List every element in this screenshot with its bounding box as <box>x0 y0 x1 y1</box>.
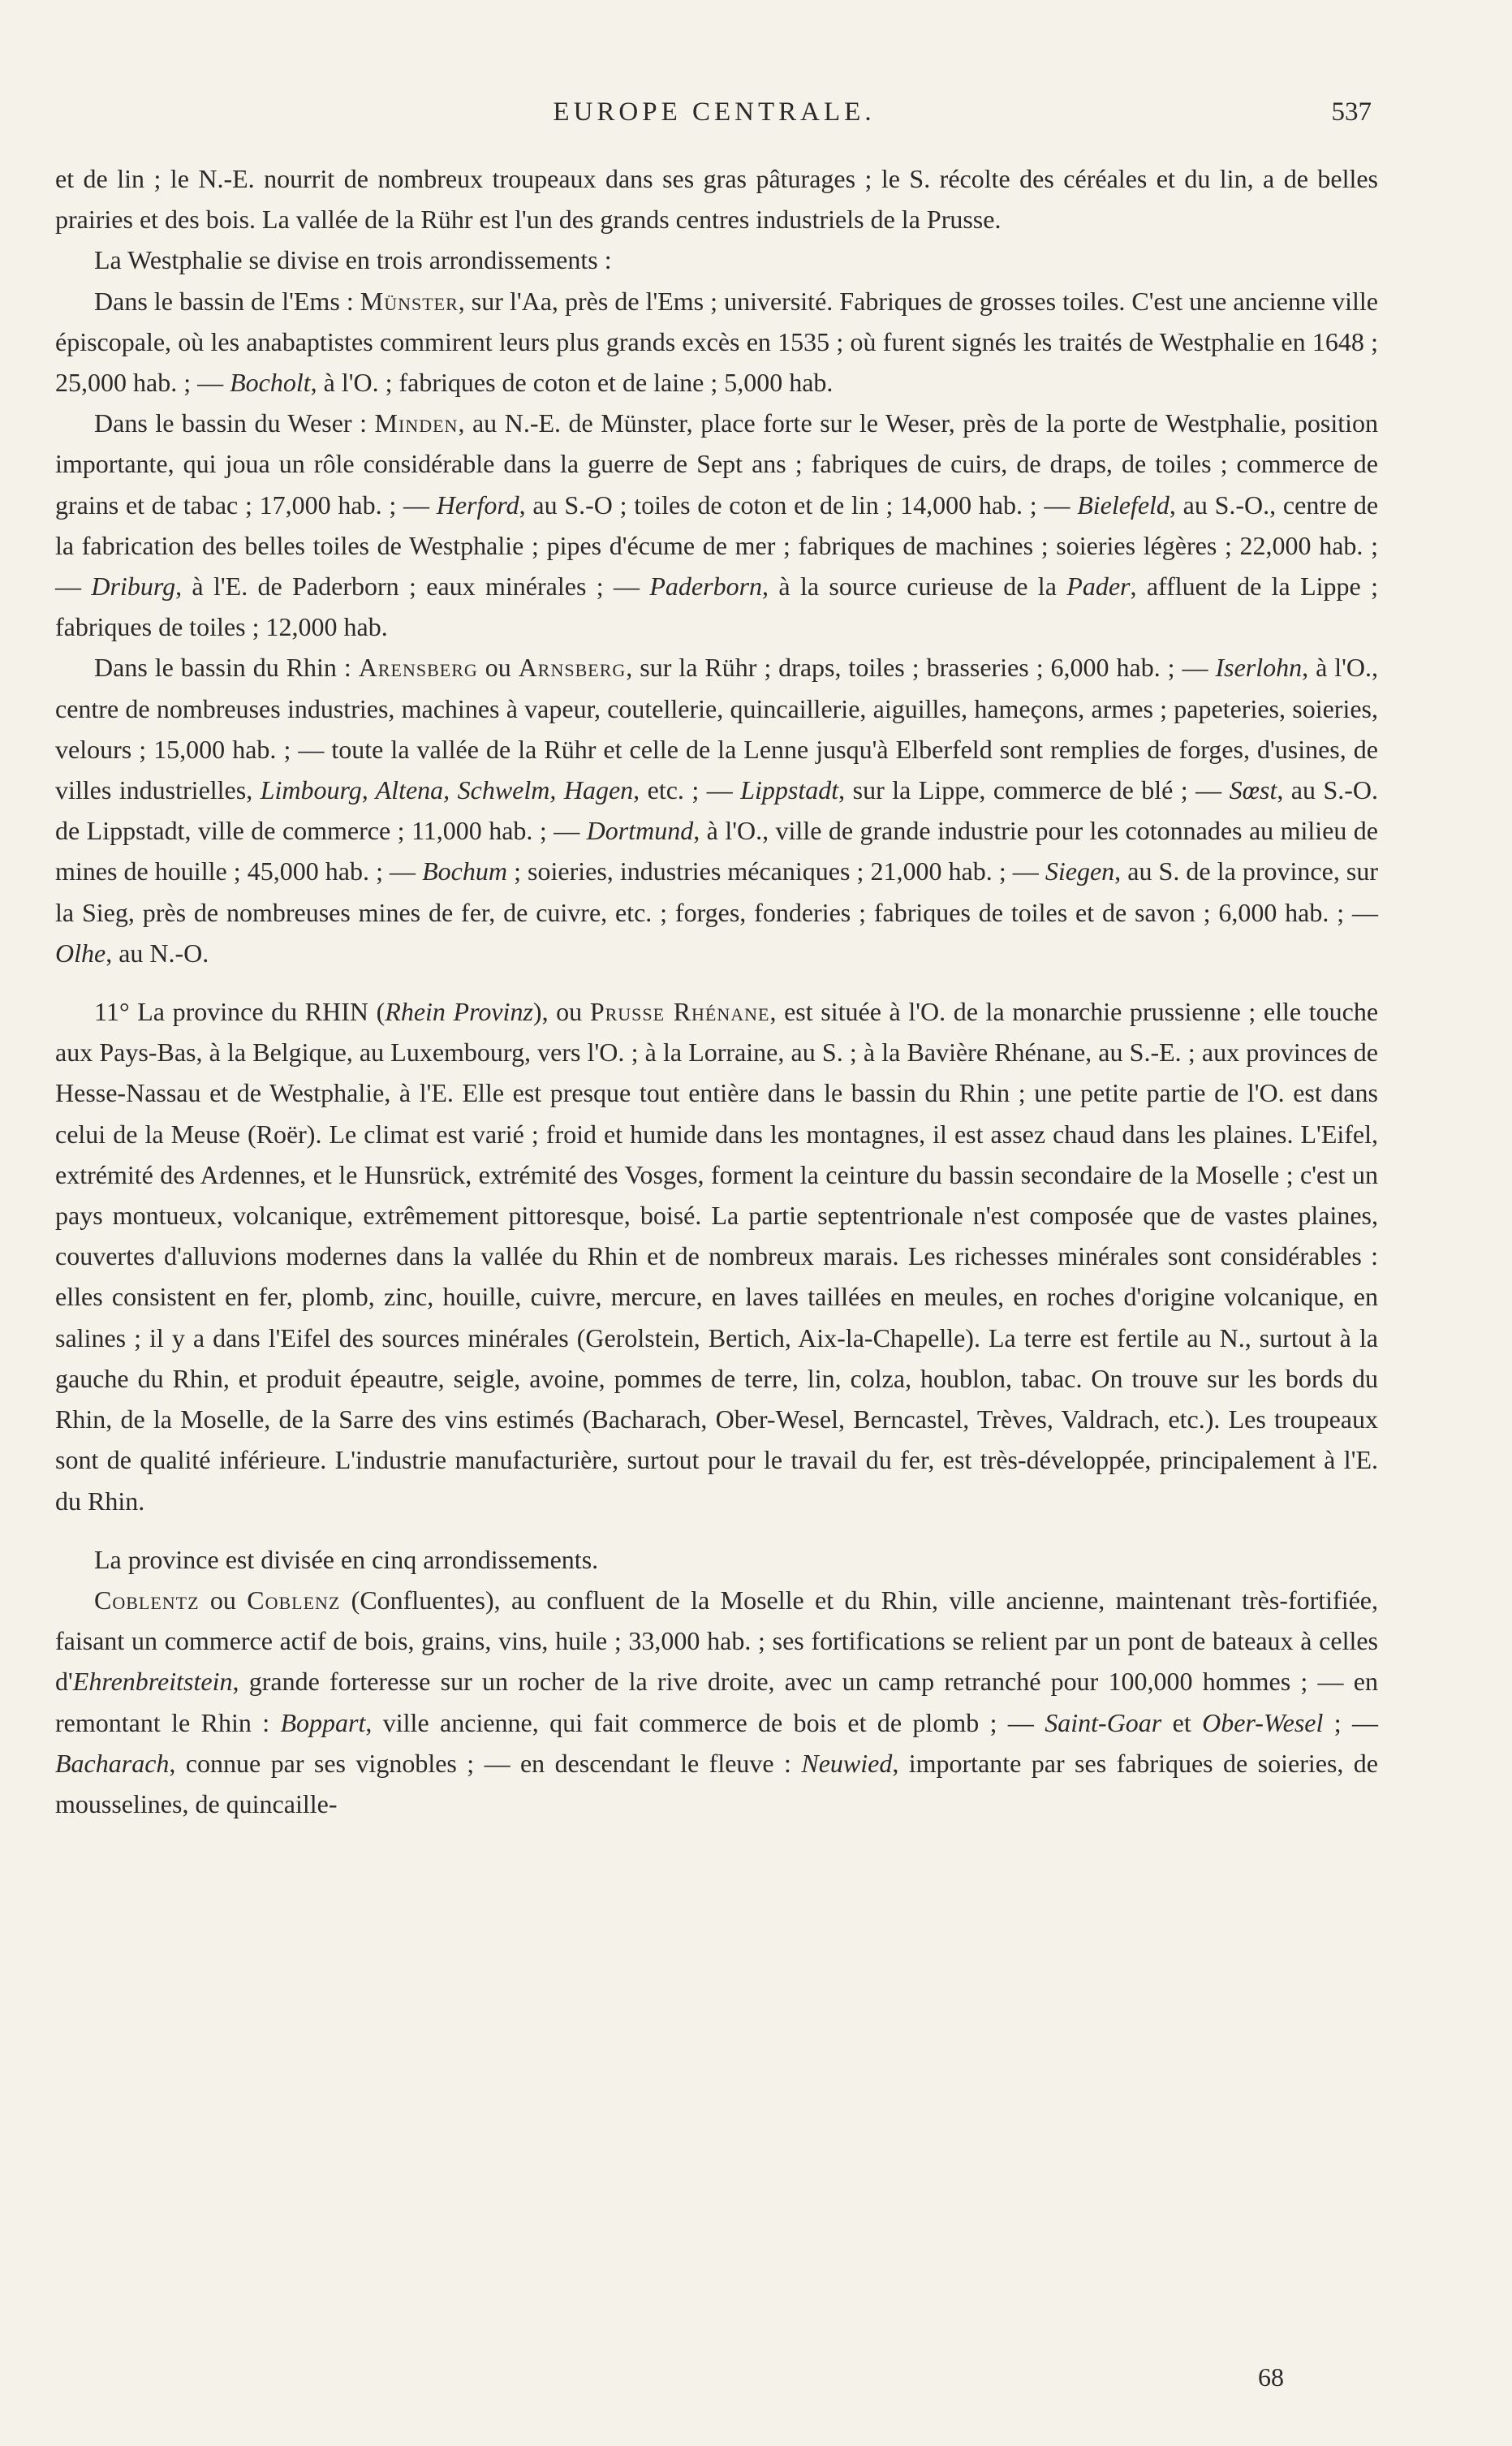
place-name-italic: Iserlohn <box>1215 653 1303 683</box>
place-name-italic: Olhe <box>55 938 106 968</box>
paragraph-weser: Dans le bassin du Weser : Minden, au N.-E. de Münster, place forte sur le Weser, près de la porte de Westphalie, position importante, qui joua un rôle considérable dans la guerre de Sept ans ; fabriques de cuirs, de draps, de toiles ; commerce de grains et de tabac ; 17,000 hab. ; — Herford, au S.-O ; toiles de coton et de lin ; 14,000 hab. ; — Bielefeld, au S.-O., centre de la fabrication des belles toiles de Westphalie ; pipes d'écume de mer ; fabriques de machines ; soieries légères ; 22,000 hab. ; — Driburg, à l'E. de Paderborn ; eaux minérales ; — Paderborn, à la source curieuse de la Pader, affluent de la Lippe ; fabriques de toiles ; 12,000 hab. <box>55 408 1379 642</box>
place-name-italic: Boppart <box>280 1707 366 1737</box>
place-name-italic: Sœst <box>1229 775 1277 805</box>
page-header <box>57 96 1372 136</box>
place-name-italic: Siegen <box>1045 856 1115 887</box>
place-name: Münster <box>360 286 459 316</box>
place-name-italic: Paderborn <box>649 572 763 602</box>
signature-mark: 68 <box>1258 2362 1284 2392</box>
paragraph-westphalie-intro: et de lin ; le N.-E. nourrit de nombreux troupeaux dans ses gras pâturages ; le S. récolte des céréales et du lin, a de belles prairies et des bois. La vallée de la Rühr est l'un des grands centres industriels de la Prusse. <box>55 164 1378 235</box>
place-name: Arensberg <box>358 653 478 683</box>
place-name-italic: Pader <box>1066 572 1131 602</box>
paragraph-coblentz: Coblentz ou Coblenz (Confluentes), au confluent de la Moselle et du Rhin, ville ancienne, maintenant très-fortifiée, faisant un commerce actif de bois, grains, vins, huile ; 33,000 hab. ; ses fortifications se relient par un pont de bateaux à celles d'Ehrenbreitstein, grande forteresse sur un rocher de la rive droite, avec un camp retranché pour 100,000 hommes ; — en remontant le Rhin : Boppart, ville ancienne, qui fait commerce de bois et de plomb ; — Saint-Goar et Ober-Wesel ; — Bacharach, connue par ses vignobles ; — en descendant le fleuve : Neuwied, importante par ses fabriques de soieries, de mousselines, de quincaille- <box>55 1585 1379 1818</box>
place-name-italic: Ober-Wesel <box>1202 1707 1324 1737</box>
place-name: Arnsberg <box>518 653 627 683</box>
place-name-italic: Driburg <box>91 572 176 602</box>
place-name-italic: Bochum <box>422 856 507 887</box>
place-name-italic: Bielefeld <box>1077 490 1170 520</box>
running-title: EUROPE CENTRALE. <box>553 97 876 127</box>
place-name-italic: Rhein Provinz <box>385 997 533 1027</box>
place-name-italic: Herford <box>436 490 519 520</box>
paragraph-ems: Dans le bassin de l'Ems : Münster, sur l'Aa, près de l'Ems ; université. Fabriques de grosses toiles. C'est une ancienne ville épiscopale, où les anabaptistes commirent leurs plus grands excès en 1535 ; où furent signés les traités de Westphalie en 1648 ; 25,000 hab. ; — Bocholt, à l'O. ; fabriques de coton et de laine ; 5,000 hab. <box>55 286 1378 398</box>
place-name: Minden <box>374 408 459 438</box>
place-name-italic: Ehrenbreitstein <box>72 1667 233 1697</box>
place-name: Coblentz <box>94 1585 200 1615</box>
place-name-italic: Saint-Goar <box>1045 1707 1162 1737</box>
place-name-italic: Bacharach <box>55 1748 170 1778</box>
paragraph-cinq-arrondissements: La province est divisée en cinq arrondissements. <box>94 1544 599 1574</box>
place-name-italic: Dortmund <box>586 816 694 846</box>
place-name: Coblenz <box>247 1585 341 1615</box>
place-name-italic: Lippstadt <box>740 775 839 805</box>
paragraph-province-rhin: 11° La province du RHIN (Rhein Provinz), ou Prusse Rhénane, est située à l'O. de la monarchie prussienne ; elle touche aux Pays-Bas, à la Belgique, au Luxembourg, vers l'O. ; à la Lorraine, au S. ; à la Bavière Rhénane, au S.-E. ; aux provinces de Hesse-Nassau et de Westphalie, à l'E. Elle est presque tout entière dans le bassin du Rhin ; une petite partie de l'O. est dans celui de la Meuse (Roër). Le climat est varié ; froid et humide dans les montagnes, il est assez chaud dans les plaines. L'Eifel, extrémité des Ardennes, et le Hunsrück, extrémité des Vosges, forment la ceinture du bassin secondaire de la Moselle ; c'est un pays montueux, volcanique, extrêmement pittoresque, boisé. La partie septentrionale n'est composée que de vastes plaines, couvertes d'alluvions modernes dans la vallée du Rhin et de nombreux marais. Les richesses minérales sont considérables : elles consistent en fer, plomb, zinc, houille, cuivre, mercure, en laves taillées en meules, en roches d'origine volcanique, en salines ; il y a dans l'Eifel des sources minérales (Gerolstein, Bertich, Aix-la-Chapelle). La terre est fertile au N., surtout à la gauche du Rhin, et produit épeautre, seigle, avoine, pommes de terre, lin, colza, houblon, tabac. On trouve sur les bords du Rhin, de la Moselle, de la Sarre des vins estimés (Bacharach, Ober-Wesel, Berncastel, Trèves, Valdrach, etc.). Les troupeaux sont de qualité inférieure. L'industrie manufacturière, surtout pour le travail du fer, est très-développée, principalement à l'E. du Rhin. <box>55 997 1379 1516</box>
place-name: Prusse Rhénane <box>589 997 770 1027</box>
body-text <box>55 158 1378 1824</box>
place-name-italic: Limbourg, Altena, Schwelm, Hagen <box>260 775 634 805</box>
paragraph-arrondissements: La Westphalie se divise en trois arrondissements : <box>94 245 612 275</box>
paragraph-rhin-westphalie: Dans le bassin du Rhin : Arensberg ou Arnsberg, sur la Rühr ; draps, toiles ; brasseries ; 6,000 hab. ; — Iserlohn, à l'O., centre de nombreuses industries, machines à vapeur, coutellerie, quincaillerie, aiguilles, hameçons, armes ; papeteries, soieries, velours ; 15,000 hab. ; — toute la vallée de la Rühr et celle de la Lenne jusqu'à Elberfeld sont remplies de forges, d'usines, de villes industrielles, Limbourg, Altena, Schwelm, Hagen, etc. ; — Lippstadt, sur la Lippe, commerce de blé ; — Sœst, au S.-O. de Lippstadt, ville de commerce ; 11,000 hab. ; — Dortmund, à l'O., ville de grande industrie pour les cotonnades au milieu de mines de houille ; 45,000 hab. ; — Bochum ; soieries, industries mécaniques ; 21,000 hab. ; — Siegen, au S. de la province, sur la Sieg, près de nombreuses mines de fer, de cuivre, etc. ; forges, fonderies ; fabriques de toiles et de savon ; 6,000 hab. ; — Olhe, au N.-O. <box>55 653 1379 968</box>
page-number: 537 <box>1331 97 1372 127</box>
place-name-italic: Neuwied <box>801 1748 893 1778</box>
place-name-italic: Bocholt <box>230 368 311 398</box>
